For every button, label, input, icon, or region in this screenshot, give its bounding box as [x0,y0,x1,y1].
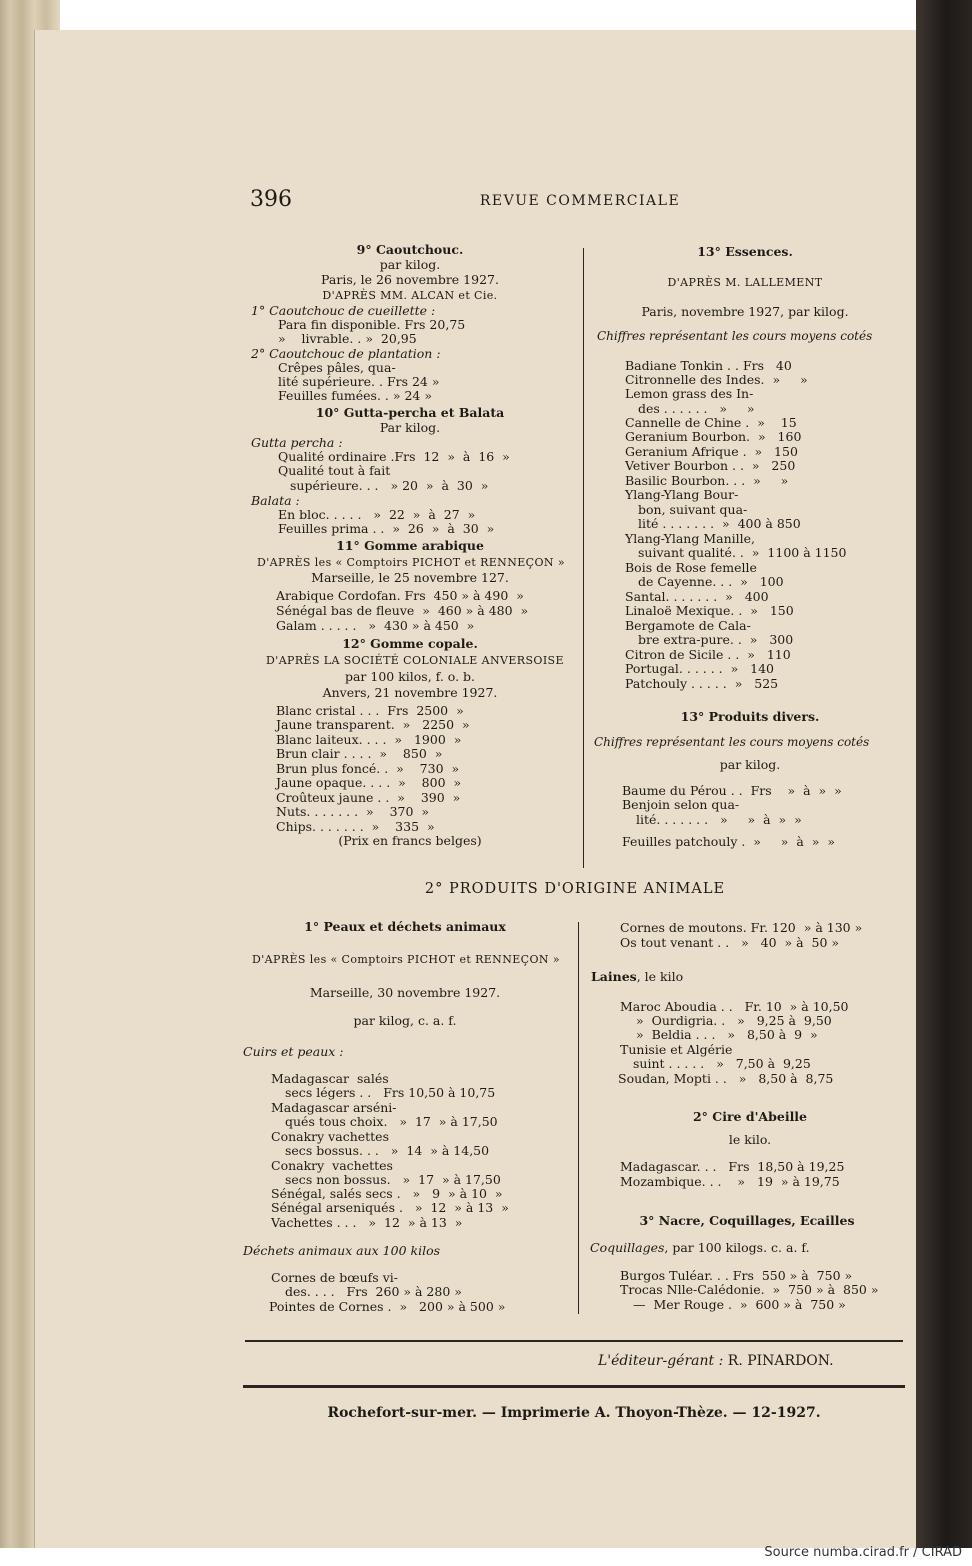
footer-rule-bottom [243,1385,905,1388]
caoutchouc-title: 9° Caoutchouc. [356,242,464,257]
gomme-arabique-title: 11° Gomme arabique [336,538,484,553]
cire-line: Madagascar. . . Frs 18,50 à 19,25 [620,1159,845,1174]
gomme-copale-line: Jaune transparent. » 2250 » [276,717,470,732]
book-binding [916,0,972,1548]
caoutchouc-unit: par kilog. [379,257,441,272]
essences-date: Paris, novembre 1927, par kilog. [641,304,849,319]
nacre-line: Trocas Nlle-Calédonie. » 750 » à 850 » [620,1282,879,1297]
plantation-line: lité supérieure. . Frs 24 » [278,374,440,389]
footer-rule-top [245,1340,903,1342]
gutta-heading: Gutta percha : [251,435,343,450]
essences-line: Badiane Tonkin . . Frs 40 [625,358,792,373]
essences-line: Portugal. . . . . . » 140 [625,661,775,676]
cuirs-line: Sénégal, salés secs . » 9 » à 10 » [271,1186,503,1201]
laines-line: suint . . . . . » 7,50 à 9,25 [633,1056,811,1071]
essences-line: lité . . . . . . . » 400 à 850 [638,516,801,531]
imprint: Rochefort-sur-mer. — Imprimerie A. Thoyon-Thèze. — 12-1927. [327,1405,821,1421]
cuirs-heading: Cuirs et peaux : [243,1044,344,1059]
cuirs-line: secs non bossus. » 17 » à 17,50 [285,1172,501,1187]
laines-unit: , le kilo [636,969,684,984]
nacre-title: 3° Nacre, Coquillages, Ecailles [639,1213,855,1228]
peaux-title: 1° Peaux et déchets animaux [304,919,506,934]
produits-divers-unit: par kilog. [719,757,781,772]
plantation-line: Crêpes pâles, qua- [278,360,396,375]
essences-title: 13° Essences. [697,244,793,259]
nacre-line: — Mer Rouge . » 600 » à 750 » [633,1297,846,1312]
gomme-copale-line: Blanc laiteux. . . . » 1900 » [276,732,462,747]
laines-line: Tunisie et Algérie [620,1042,733,1057]
caoutchouc-source: D'APRÈS MM. ALCAN et Cie. [322,289,498,302]
laines-line: Maroc Aboudia . . Fr. 10 » à 10,50 [620,999,849,1014]
laines-line: Soudan, Mopti . . » 8,50 à 8,75 [618,1071,834,1086]
gomme-copale-line: Chips. . . . . . . » 335 » [276,819,435,834]
essences-line: Geranium Bourbon. » 160 [625,429,802,444]
cuirs-line: Madagascar arséni- [271,1100,397,1115]
essences-line: des . . . . . . » » [638,401,755,416]
essences-line: Patchouly . . . . . » 525 [625,676,779,691]
plantation-line: Feuilles fumées. . » 24 » [278,388,432,403]
essences-line: Lemon grass des In- [625,386,754,401]
gomme-arabique-line: Sénégal bas de fleuve » 460 » à 480 » [276,603,529,618]
essences-line: Linaloë Mexique. . » 150 [625,603,794,618]
gomme-arabique-line: Galam . . . . . » 430 » à 450 » [276,618,475,633]
editeur-line [598,1354,834,1368]
gomme-copale-line: Brun clair . . . . » 850 » [276,746,443,761]
essences-line: Vetiver Bourbon . . » 250 [625,458,796,473]
produits-divers-note: Chiffres représentant les cours moyens cotés [594,735,870,749]
produits-divers-line: lité. . . . . . . » » à » » [636,812,802,827]
cuirs-line: Conakry vachettes [271,1129,389,1144]
essences-line: Cannelle de Chine . » 15 [625,415,797,430]
balata-line: Feuilles prima . . » 26 » à 30 » [278,521,495,536]
gutta-line: Qualité tout à fait [278,463,391,478]
produits-divers-line: Benjoin selon qua- [622,797,740,812]
essences-line: Bois de Rose femelle [625,560,757,575]
cuirs-line: Sénégal arseniqués . » 12 » à 13 » [271,1200,509,1215]
peaux-source: D'APRÈS les « Comptoirs PICHOT et RENNEÇON » [252,953,560,966]
gomme-copale-unit: par 100 kilos, f. o. b. [344,669,476,684]
essences-note: Chiffres représentant les cours moyens cotés [597,329,873,343]
essences-line: Ylang-Ylang Manille, [625,531,755,546]
cornes-line: Cornes de moutons. Fr. 120 » à 130 » [620,920,863,935]
section-title: 2° PRODUITS D'ORIGINE ANIMALE [424,881,726,897]
cuirs-line: Vachettes . . . » 12 » à 13 » [271,1215,463,1230]
cuirs-line: Conakry vachettes [271,1158,393,1173]
gomme-copale-line: Blanc cristal . . . Frs 2500 » [276,703,464,718]
gutta-title: 10° Gutta-percha et Balata [315,405,505,420]
source-credit: Source numba.cirad.fr / CIRAD [764,1545,962,1560]
cornes-line: Os tout venant . . » 40 » à 50 » [620,935,840,950]
dechets-line: Pointes de Cornes . » 200 » à 500 » [269,1299,506,1314]
essences-line: de Cayenne. . . » 100 [638,574,784,589]
gomme-copale-line: Brun plus foncé. . » 730 » [276,761,460,776]
plantation-heading: 2° Caoutchouc de plantation : [251,346,441,361]
cueillette-line: Para fin disponible. Frs 20,75 [278,317,466,332]
gomme-copale-line: Nuts. . . . . . . » 370 » [276,804,430,819]
gomme-copale-line: Jaune opaque. . . . » 800 » [276,775,462,790]
nacre-line: Burgos Tuléar. . . Frs 550 » à 750 » [620,1268,853,1283]
laines-line: » Beldia . . . » 8,50 à 9 » [636,1027,818,1042]
produits-divers-line: Feuilles patchouly . » » à » » [622,834,836,849]
laines-heading [591,970,683,984]
gutta-unit: Par kilog. [379,420,441,435]
column-divider-top [583,248,584,868]
produits-divers-title: 13° Produits divers. [680,709,820,724]
gomme-arabique-line: Arabique Cordofan. Frs 450 » à 490 » [276,588,524,603]
peaux-unit: par kilog, c. a. f. [353,1013,457,1028]
page-number: 396 [250,187,292,212]
coquillages-heading [590,1241,810,1255]
balata-line: En bloc. . . . . » 22 » à 27 » [278,507,476,522]
dechets-heading: Déchets animaux aux 100 kilos [243,1243,441,1258]
essences-line: Ylang-Ylang Bour- [625,487,739,502]
dechets-line: Cornes de bœufs vi- [271,1270,398,1285]
gomme-copale-note: (Prix en francs belges) [338,833,482,848]
cire-line: Mozambique. . . » 19 » à 19,75 [620,1174,840,1189]
gomme-copale-date: Anvers, 21 novembre 1927. [322,685,498,700]
gomme-copale-line: Croûteux jaune . . » 390 » [276,790,461,805]
laines-title: Laines [591,969,637,984]
cire-title: 2° Cire d'Abeille [692,1109,808,1124]
essences-line: suivant qualité. . » 1100 à 1150 [638,545,847,560]
caoutchouc-date: Paris, le 26 novembre 1927. [321,272,499,287]
dechets-line: des. . . . Frs 260 » à 280 » [285,1284,462,1299]
essences-line: bon, suivant qua- [638,502,748,517]
cire-unit: le kilo. [728,1132,772,1147]
essences-source: D'APRÈS M. LALLEMENT [667,276,823,289]
essences-line: Santal. . . . . . . » 400 [625,589,769,604]
essences-line: Citronnelle des Indes. » » [625,372,808,387]
gomme-copale-source: D'APRÈS LA SOCIÉTÉ COLONIALE ANVERSOISE [266,654,564,667]
editeur-label: L'éditeur-gérant : [598,1353,724,1369]
cuirs-line: Madagascar salés [271,1071,389,1086]
laines-line: » Ourdigria. . » 9,25 à 9,50 [636,1013,832,1028]
coquillages-unit: , par 100 kilogs. c. a. f. [664,1240,810,1255]
gomme-arabique-source: D'APRÈS les « Comptoirs PICHOT et RENNEÇON » [257,556,565,569]
cuirs-line: qués tous choix. » 17 » à 17,50 [285,1114,498,1129]
cuirs-line: secs légers . . Frs 10,50 à 10,75 [285,1085,496,1100]
essences-line: Bergamote de Cala- [625,618,751,633]
essences-line: Basilic Bourbon. . . » » [625,473,789,488]
cuirs-line: secs bossus. . . » 14 » à 14,50 [285,1143,490,1158]
gutta-line: Qualité ordinaire .Frs 12 » à 16 » [278,449,510,464]
essences-line: bre extra-pure. . » 300 [638,632,794,647]
coquillages-label: Coquillages [590,1240,665,1255]
cueillette-heading: 1° Caoutchouc de cueillette : [251,303,436,318]
editeur-name: R. PINARDON. [727,1353,834,1369]
column-divider-bottom [578,922,579,1314]
essences-line: Citron de Sicile . . » 110 [625,647,791,662]
gomme-copale-title: 12° Gomme copale. [342,636,478,651]
essences-line: Geranium Afrique . » 150 [625,444,798,459]
running-title: REVUE COMMERCIALE [479,193,681,209]
peaux-date: Marseille, 30 novembre 1927. [309,985,501,1000]
balata-heading: Balata : [251,493,300,508]
cueillette-line: » livrable. . » 20,95 [278,331,417,346]
gutta-line: supérieure. . . » 20 » à 30 » [290,478,489,493]
gomme-arabique-date: Marseille, le 25 novembre 127. [311,570,509,585]
produits-divers-line: Baume du Pérou . . Frs » à » » [622,783,842,798]
